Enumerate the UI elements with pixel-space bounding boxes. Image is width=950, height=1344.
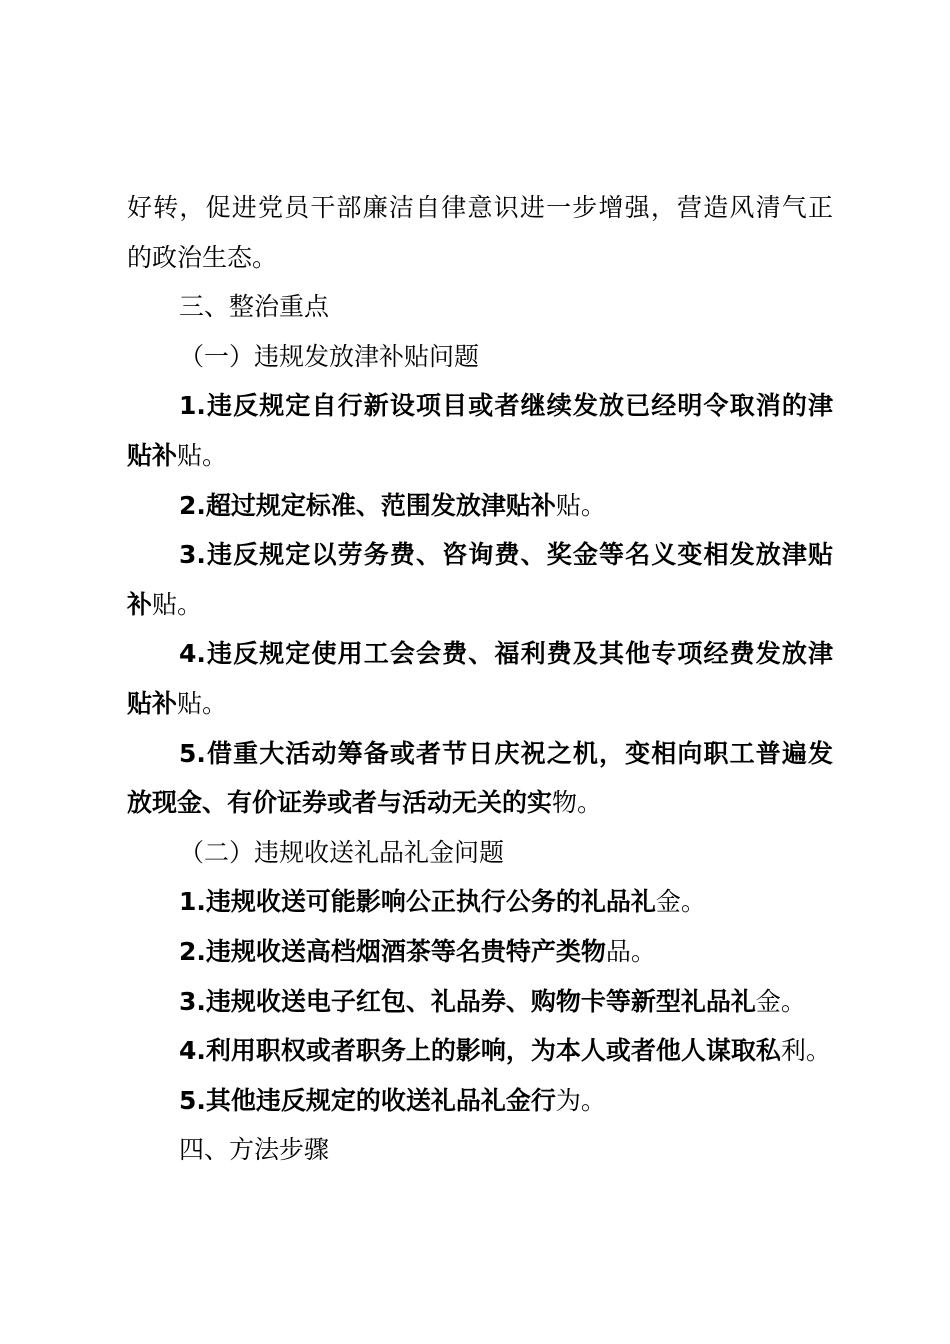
bold-text: 2.超过规定标准、范围发放津贴补: [179, 490, 556, 520]
bold-text: 补: [127, 589, 153, 619]
list-item-line: 5.借重大活动筹备或者节日庆祝之机，变相向职工普遍发: [179, 738, 833, 768]
normal-text: 金。: [755, 986, 806, 1016]
paragraph-line: 的政治生态。: [127, 242, 278, 272]
bold-text: 贴补: [127, 440, 178, 470]
bold-text: 贴补: [127, 688, 178, 718]
list-item-line: [127, 481, 833, 531]
bold-text: 2.违规收送高档烟酒茶等名贵特产类物: [179, 936, 606, 966]
list-item-line: 4.违反规定使用工会会费、福利费及其他专项经费发放津: [179, 639, 833, 669]
bold-text: 4.利用职权或者职务上的影响，为本人或者他人谋取私: [179, 1036, 781, 1066]
list-item-line: [127, 580, 833, 630]
list-item-line: [127, 877, 833, 927]
normal-text: 贴。: [177, 688, 228, 718]
list-item-line: [127, 1076, 833, 1126]
paragraph-line: 好转，促进党员干部廉洁自律意识进一步增强，营造风清气正: [127, 193, 833, 222]
list-item-line: 1.违反规定自行新设项目或者继续发放已经明令取消的津: [179, 391, 833, 421]
bold-text: 3.违规收送电子红包、礼品券、购物卡等新型礼品礼: [179, 986, 756, 1016]
bold-text: 1.违规收送可能影响公正执行公务的礼品礼: [179, 887, 656, 917]
normal-text: 贴。: [555, 490, 606, 520]
section-heading: 三、整治重点: [179, 292, 330, 322]
subsection-heading: （二）违规收送礼品礼金问题: [179, 837, 505, 867]
list-item-line: [127, 977, 833, 1027]
bold-text: 5.其他违反规定的收送礼品礼金行: [179, 1085, 556, 1115]
normal-text: 利。: [780, 1036, 831, 1066]
normal-text: 金。: [655, 887, 706, 917]
list-item-line: [127, 927, 833, 977]
normal-text: 贴。: [177, 440, 228, 470]
section-heading: 四、方法步骤: [179, 1135, 330, 1165]
list-item-line: [127, 679, 833, 729]
list-item-line: 3.违反规定以劳务费、咨询费、奖金等名义变相发放津贴: [179, 540, 833, 570]
list-item-line: [127, 1026, 833, 1076]
list-item-line: [127, 431, 833, 481]
bold-text: 放现金、有价证券或者与活动无关的实: [127, 788, 553, 818]
document-body: [127, 183, 833, 1175]
normal-text: 品。: [605, 936, 656, 966]
normal-text: 物。: [552, 788, 603, 818]
list-item-line: [127, 778, 833, 828]
normal-text: 为。: [555, 1085, 606, 1115]
subsection-heading: （一）违规发放津补贴问题: [179, 341, 480, 371]
normal-text: 贴。: [152, 589, 203, 619]
